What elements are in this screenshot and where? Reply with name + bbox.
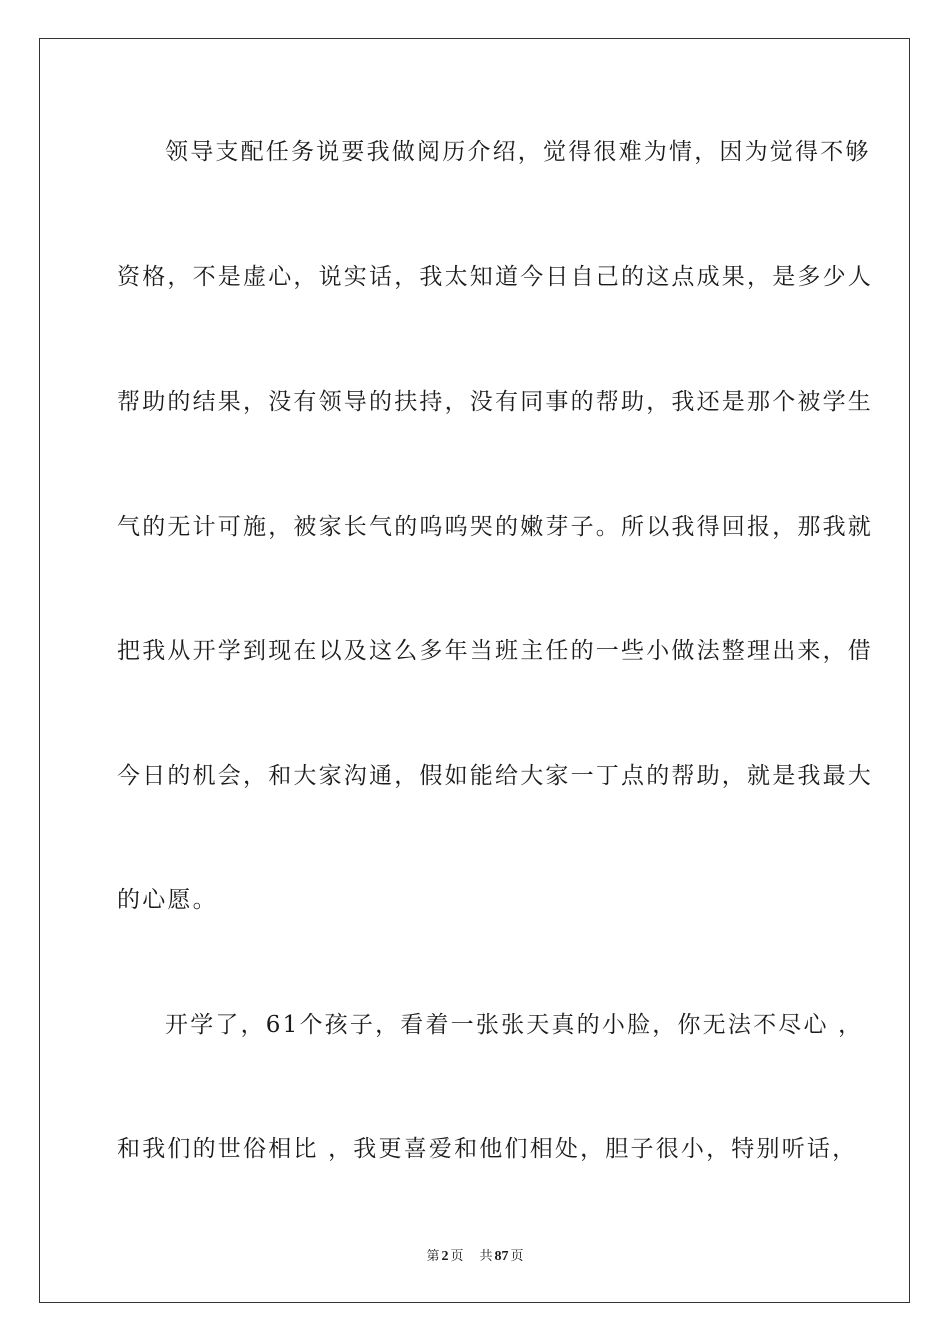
total-prefix: 共 [479, 1249, 493, 1264]
total-pages: 87 [494, 1249, 509, 1264]
paragraph-1-line-3: 帮助的结果，没有领导的扶持，没有同事的帮助，我还是那个被学生 [117, 389, 873, 415]
paragraph-1-line-1: 领导支配任务说要我做阅历介绍，觉得很难为情，因为觉得不够 [165, 139, 871, 165]
total-suffix: 页 [510, 1249, 524, 1264]
paragraph-2-line-2: 和我们的世俗相比 ，我更喜爱和他们相处，胆子很小，特别听话， [117, 1136, 858, 1162]
paragraph-2-line-1: 开学了，61个孩子，看着一张张天真的小脸，你无法不尽心 ， [165, 1012, 864, 1038]
paragraph-1-line-7: 的心愿。 [117, 887, 218, 913]
paragraph-1-line-6: 今日的机会，和大家沟通，假如能给大家一丁点的帮助，就是我最大 [117, 763, 873, 789]
paragraph-1-line-4: 气的无计可施，被家长气的呜呜哭的嫩芽子。所以我得回报，那我就 [117, 514, 873, 540]
page-footer [0, 1248, 950, 1266]
paragraph-1-line-2: 资格，不是虚心，说实话，我太知道今日自己的这点成果，是多少人 [117, 264, 873, 290]
page-prefix: 第 [426, 1249, 440, 1264]
page-number: 2 [441, 1249, 449, 1264]
page-suffix: 页 [450, 1249, 464, 1264]
paragraph-1-line-5: 把我从开学到现在以及这么多年当班主任的一些小做法整理出来，借 [117, 638, 873, 664]
